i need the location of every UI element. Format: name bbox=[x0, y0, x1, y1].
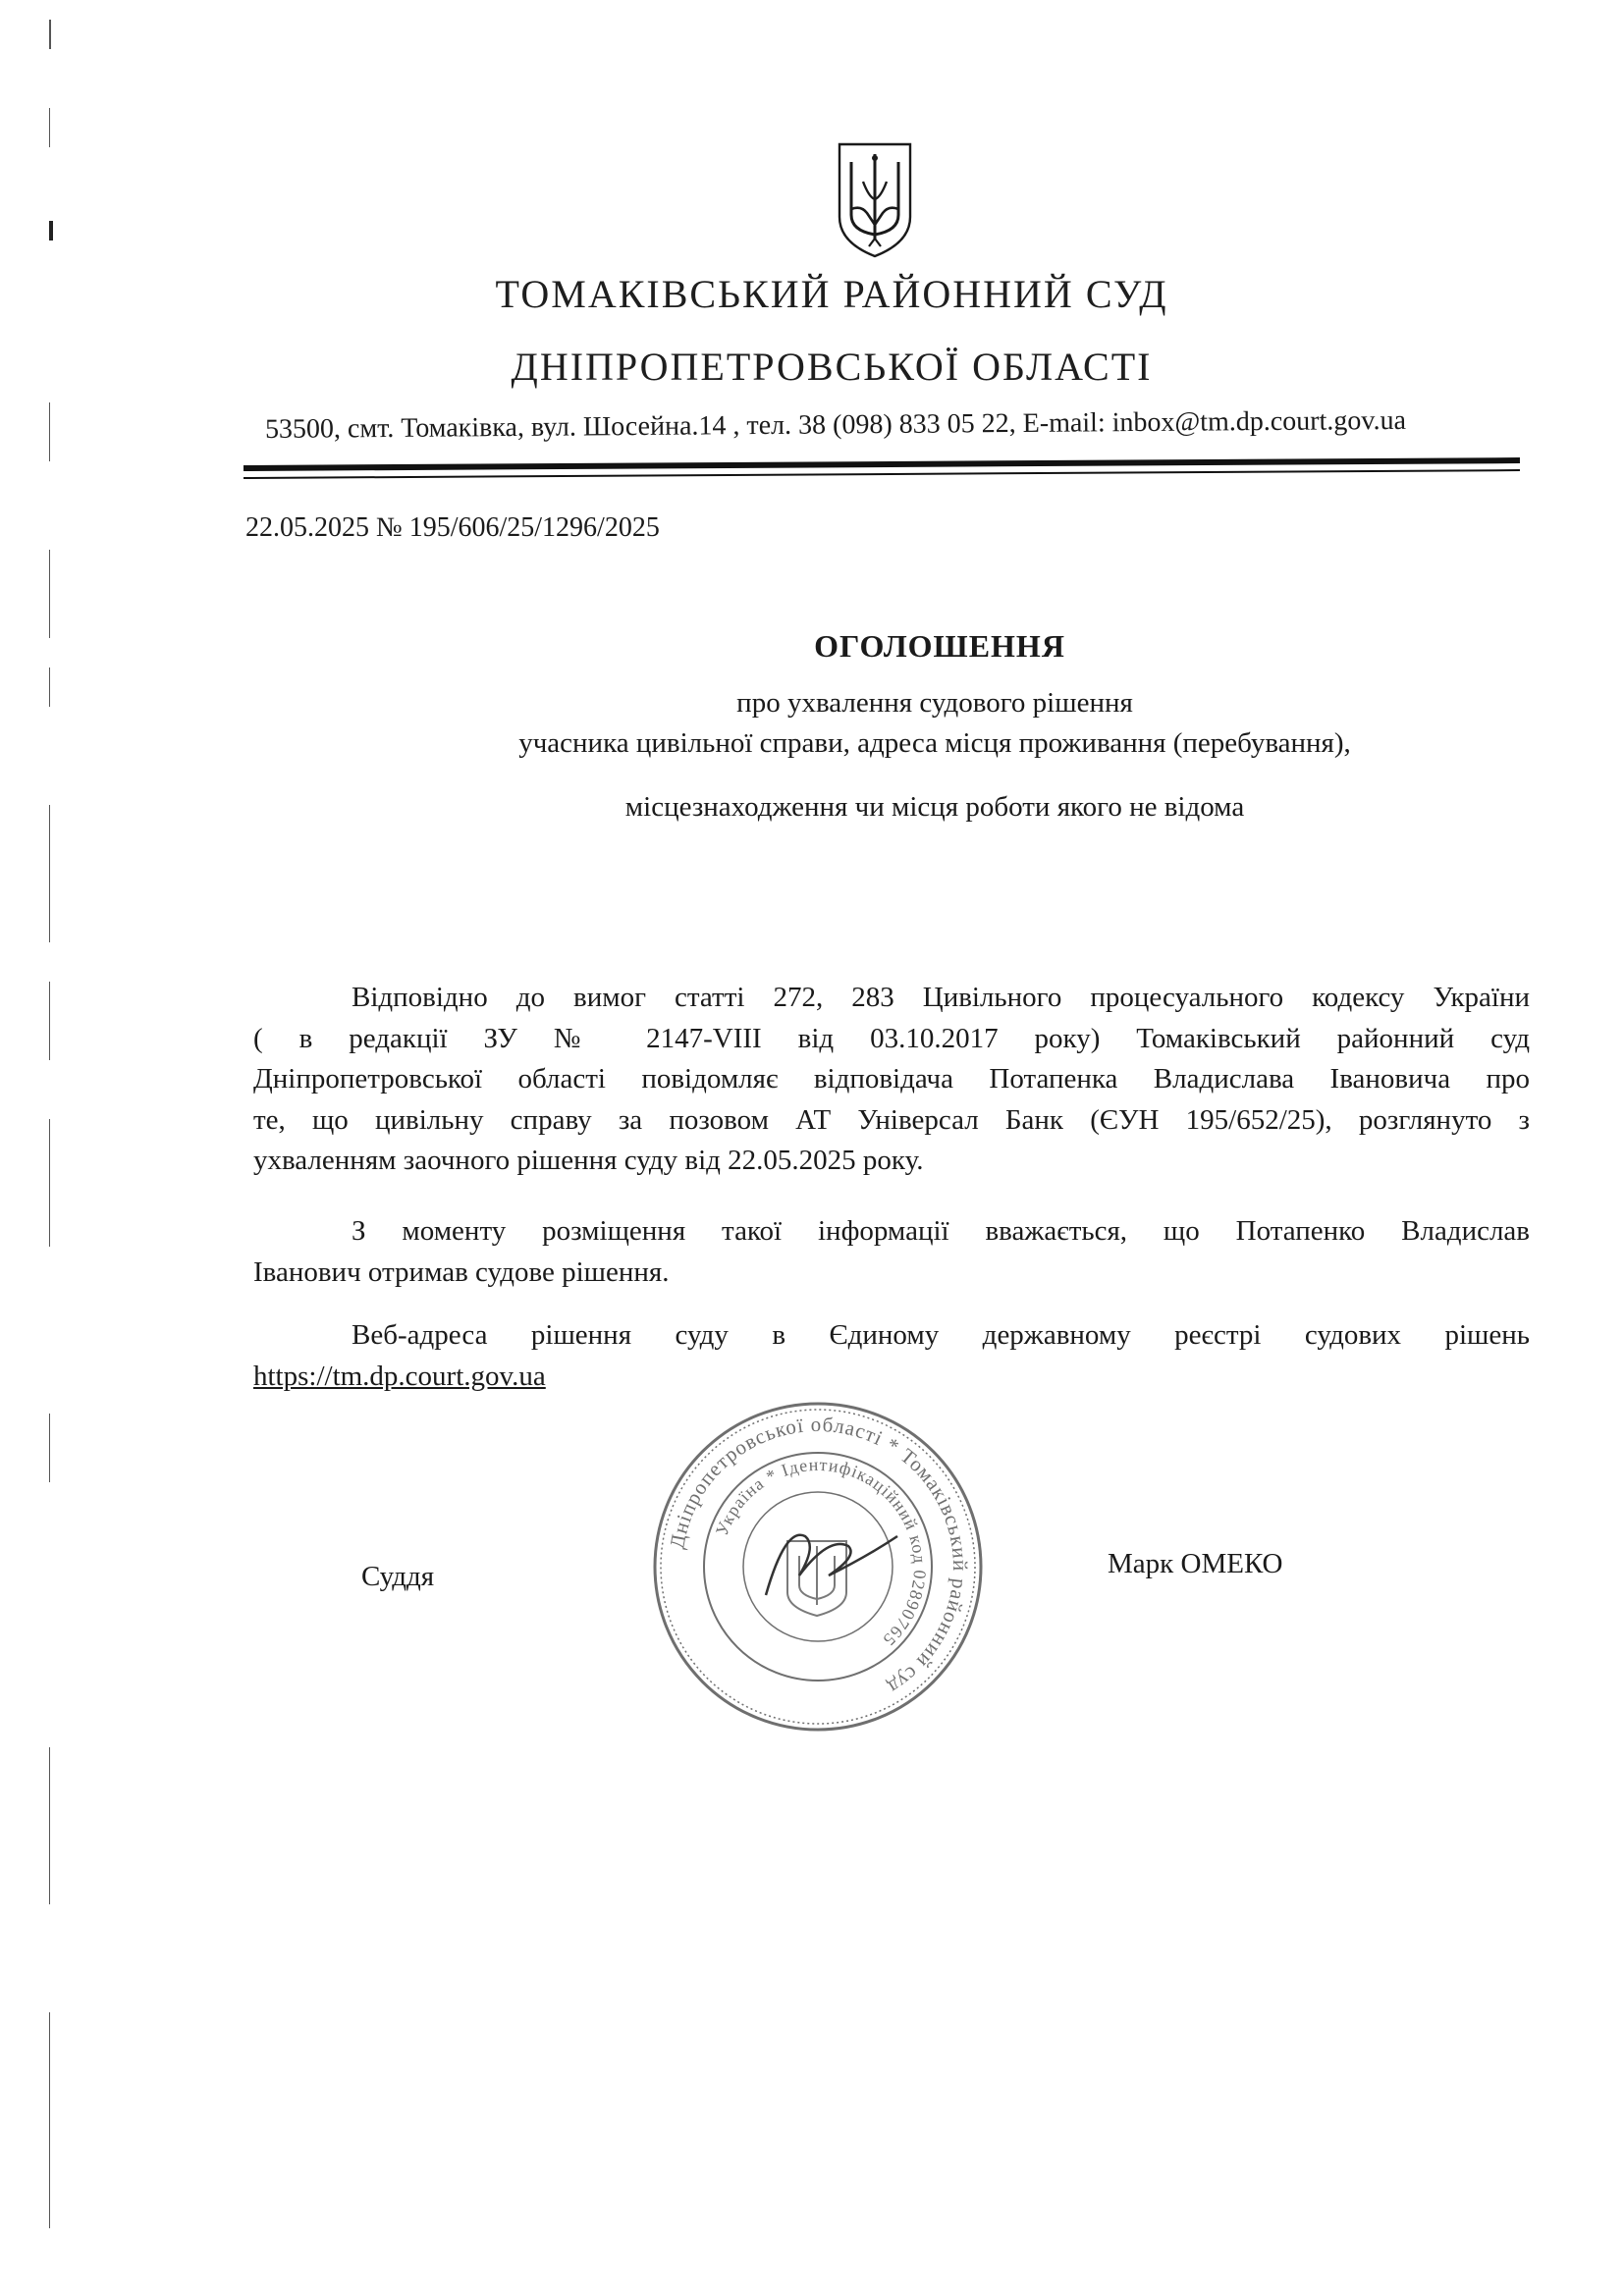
scan-margin-mark bbox=[49, 2012, 50, 2228]
court-address: 53500, смт. Томаківка, вул. Шосейна.14 , тел. 38 (098) 833 05 22, E-mail: inbox@tm.dp.court.gov.ua bbox=[264, 404, 1407, 445]
paragraph-line: Веб-адреса рішення суду в Єдиному державному реєстрі судових рішень bbox=[352, 1319, 1530, 1351]
scan-margin-mark bbox=[49, 1119, 50, 1247]
scan-margin-mark bbox=[49, 982, 50, 1060]
paragraph-line: Відповідно до вимог статті 272, 283 Цивільного процесуального кодексу України bbox=[352, 982, 1530, 1013]
svg-text:Україна * Ідентифікаційний код: Україна * Ідентифікаційний код 02890765 bbox=[711, 1454, 931, 1651]
paragraph-line: ухваленням заочного рішення суду від 22.05.2025 року. bbox=[253, 1145, 924, 1176]
body-paragraph-2 bbox=[253, 1211, 1530, 1293]
registry-url-link[interactable]: https://tm.dp.court.gov.ua bbox=[253, 1360, 546, 1392]
scan-margin-mark bbox=[49, 805, 50, 942]
paragraph-line: З моменту розміщення такої інформації вважається, що Потапенко Владислав bbox=[352, 1215, 1530, 1247]
court-name-line1: ТОМАКІВСЬКИЙ РАЙОННИЙ СУД bbox=[495, 272, 1168, 316]
scan-margin-mark bbox=[49, 221, 53, 240]
scan-margin-mark bbox=[49, 1414, 50, 1482]
scan-margin-mark bbox=[49, 20, 51, 49]
court-name-line2: ДНІПРОПЕТРОВСЬКОЇ ОБЛАСТІ bbox=[511, 345, 1153, 389]
scan-margin-mark bbox=[49, 550, 50, 638]
body-paragraph-1 bbox=[253, 978, 1530, 1182]
paragraph-line: ( в редакції ЗУ № 2147-VIII від 03.10.2017 року) Томаківський районний суд bbox=[253, 1022, 1530, 1054]
notice-subtitle-3: місцезнаходження чи місця роботи якого не відома bbox=[624, 791, 1245, 823]
paragraph-line: Дніпропетровської області повідомляє відповідача Потапенка Владислава Івановича про bbox=[253, 1063, 1530, 1095]
judge-name: Марк ОМЕКО bbox=[1108, 1548, 1283, 1579]
judge-signature-scribble bbox=[766, 1535, 897, 1595]
body-paragraph-3 bbox=[253, 1315, 1530, 1397]
notice-subtitle-2: учасника цивільної справи, адреса місця проживання (перебування), bbox=[518, 727, 1351, 759]
notice-subtitle-1: про ухвалення судового рішення bbox=[736, 687, 1133, 719]
header-rule-thick bbox=[244, 457, 1520, 471]
judge-role-label: Суддя bbox=[361, 1561, 435, 1592]
notice-heading: ОГОЛОШЕННЯ bbox=[814, 628, 1065, 664]
trident-coat-of-arms-icon bbox=[836, 140, 914, 260]
scan-margin-mark bbox=[49, 108, 50, 147]
scan-margin-mark bbox=[49, 402, 50, 461]
scan-margin-mark bbox=[49, 1747, 50, 1904]
document-reference: 22.05.2025 № 195/606/25/1296/2025 bbox=[245, 512, 660, 543]
svg-text:Дніпропетровської області * То: Дніпропетровської області * Томаківський районний суд bbox=[665, 1412, 973, 1700]
paragraph-line: Іванович отримав судове рішення. bbox=[253, 1255, 670, 1288]
paragraph-line: те, що цивільну справу за позовом АТ Універсал Банк (ЄУН 195/652/25), розглянуто з bbox=[253, 1103, 1530, 1136]
court-seal-stamp bbox=[650, 1399, 986, 1735]
header-rule-thin bbox=[244, 469, 1520, 479]
